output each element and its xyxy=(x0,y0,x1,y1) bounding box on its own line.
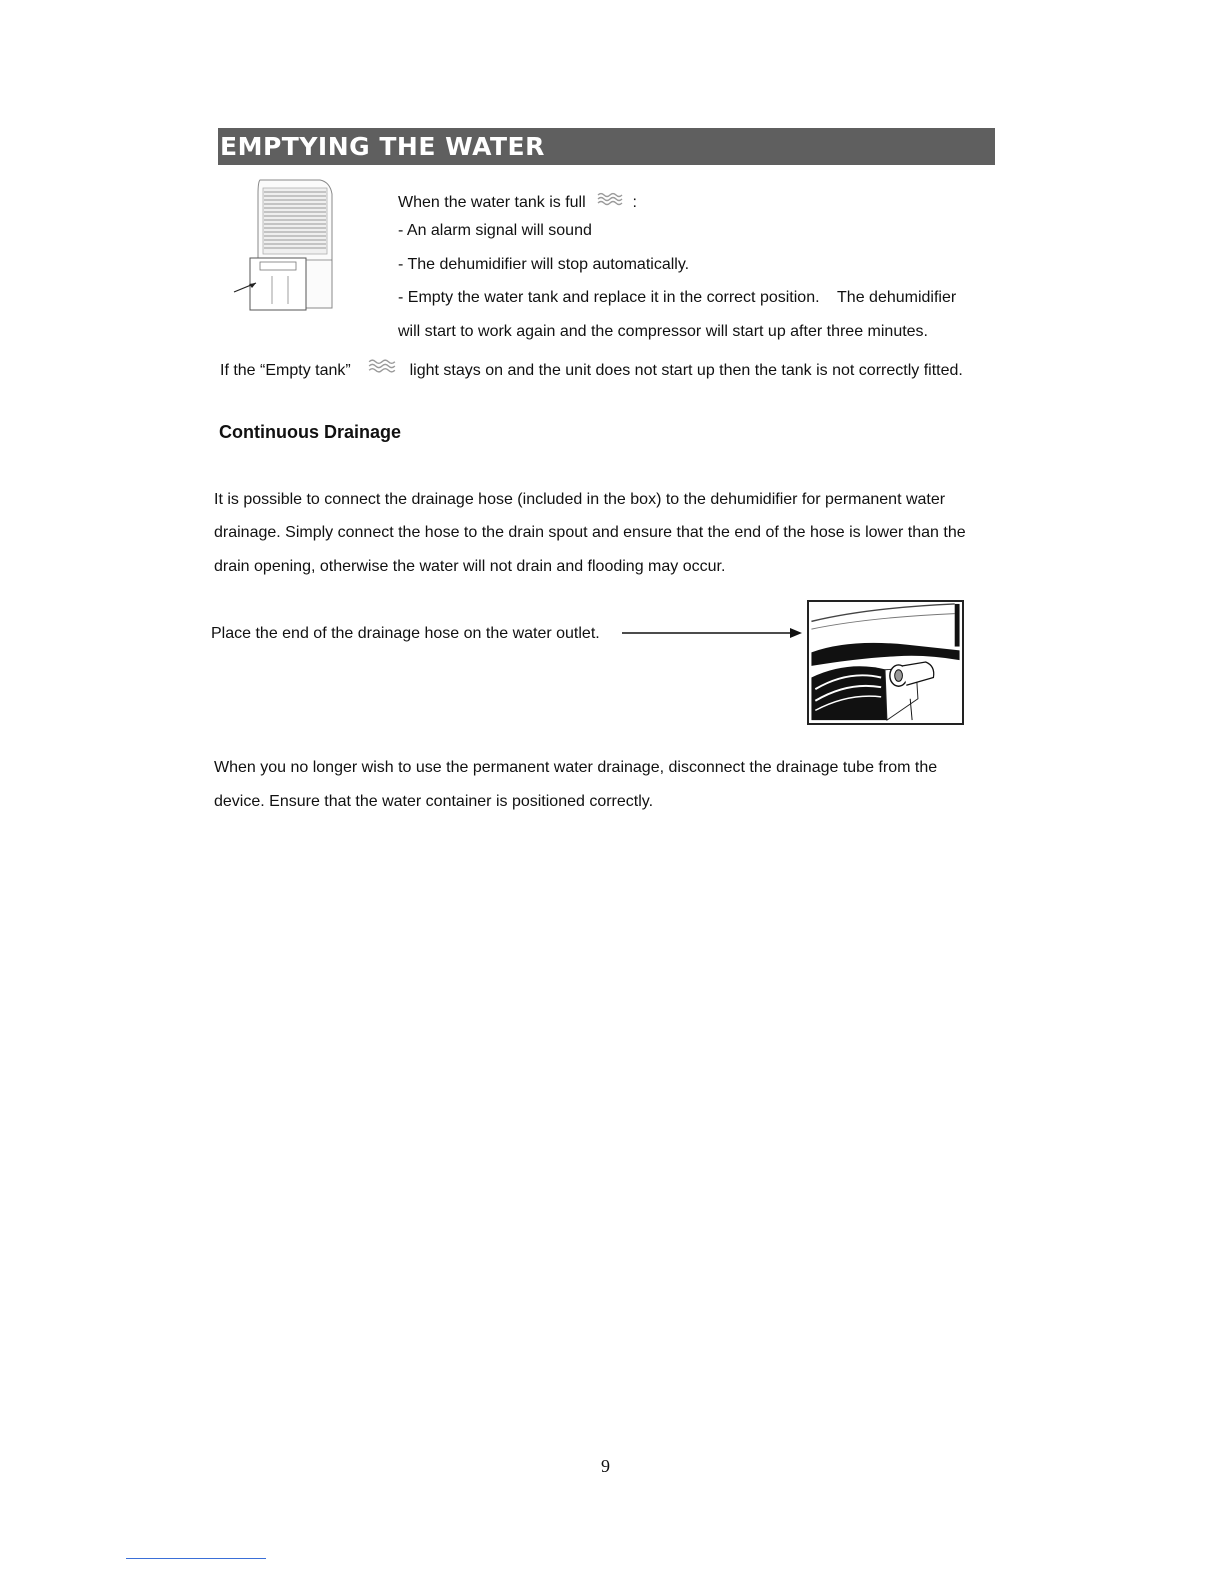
water-waves-icon xyxy=(367,357,397,375)
drainage-para-line-1: It is possible to connect the drainage hose (included in the box) to the dehumidifier for permanent water xyxy=(214,491,946,508)
empty-tank-line-1: - Empty the water tank and replace it in the correct position. The dehumidifier xyxy=(398,289,957,306)
drainage-para-line-2: drainage. Simply connect the hose to the drain spout and ensure that the end of the hose is lower than the xyxy=(214,524,966,541)
right-arrow-icon xyxy=(622,626,806,640)
section-title: EMPTYING THE WATER xyxy=(218,128,995,165)
continuous-drainage-heading: Continuous Drainage xyxy=(219,422,402,442)
page-number: 9 xyxy=(601,1456,610,1476)
empty-tank-note-suffix: light stays on and the unit does not start up then the tank is not correctly fitted. xyxy=(409,362,963,379)
alarm-line: - An alarm signal will sound xyxy=(398,222,592,239)
tank-full-intro xyxy=(398,194,637,212)
hose-instruction: Place the end of the drainage hose on the water outlet. xyxy=(211,625,600,642)
tank-full-intro-text: When the water tank is full xyxy=(398,194,586,211)
stop-line: - The dehumidifier will stop automatically. xyxy=(398,256,690,273)
water-waves-icon xyxy=(596,191,624,207)
drainage-para-line-3: drain opening, otherwise the water will not drain and flooding may occur. xyxy=(214,558,726,575)
empty-tank-note xyxy=(220,362,963,380)
tank-full-intro-colon: : xyxy=(632,194,637,211)
water-outlet-illustration xyxy=(807,600,964,725)
footnote-divider xyxy=(126,1558,266,1559)
empty-tank-note-prefix: If the “Empty tank” xyxy=(220,362,351,379)
disconnect-line-1: When you no longer wish to use the permanent water drainage, disconnect the drainage tube from the xyxy=(214,759,938,776)
empty-tank-line-2: will start to work again and the compressor will start up after three minutes. xyxy=(398,323,928,340)
disconnect-line-2: device. Ensure that the water container is positioned correctly. xyxy=(214,793,654,810)
dehumidifier-illustration xyxy=(232,176,340,314)
